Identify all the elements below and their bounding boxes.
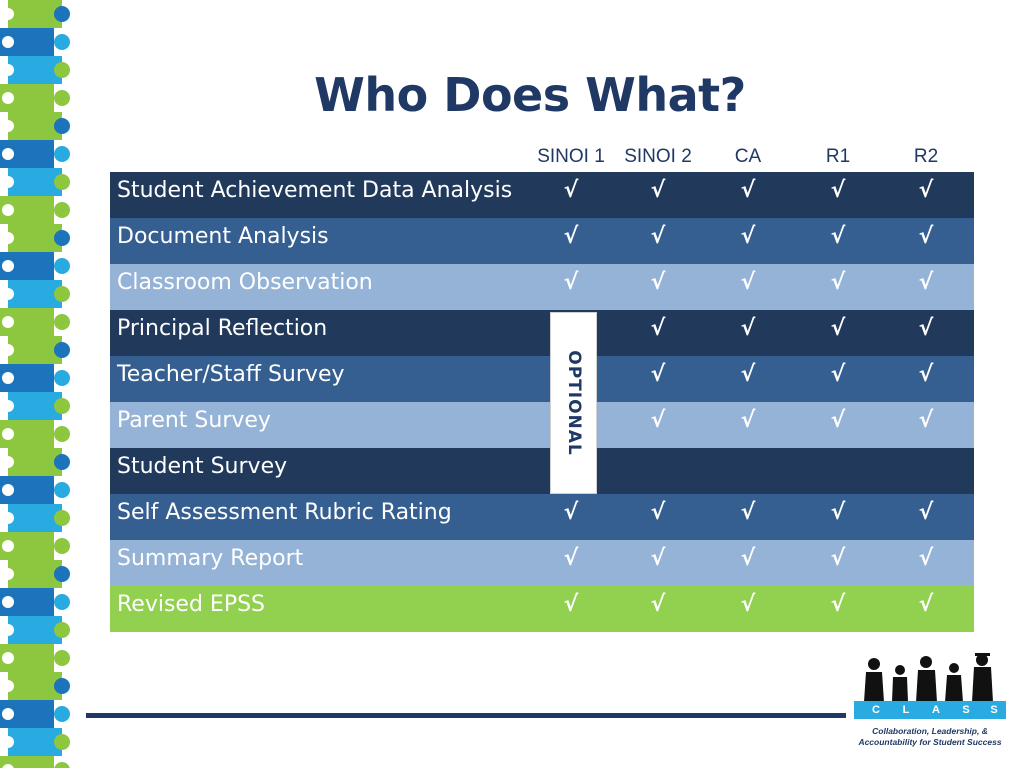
row-label: Revised EPSS [117,592,266,617]
row-label: Teacher/Staff Survey [117,362,345,387]
table-row [110,218,974,264]
check-mark: √ [740,546,756,571]
check-mark: √ [563,270,579,295]
check-mark: √ [563,500,579,525]
check-mark: √ [918,178,934,203]
logo-caption [850,726,1010,748]
logo-letter-l: L [902,704,910,716]
check-mark: √ [650,178,666,203]
logo-caption-line-2: Accountability for Student Success [858,737,1002,747]
check-mark: √ [830,270,846,295]
check-mark: √ [650,362,666,387]
table-row [110,264,974,310]
check-mark: √ [918,362,934,387]
row-label: Principal Reflection [117,316,328,341]
check-mark: √ [830,592,846,617]
column-header-r2: R2 [913,146,939,167]
check-mark: √ [830,178,846,203]
slide-title: Who Does What? [314,68,746,122]
check-mark: √ [918,316,934,341]
check-mark: √ [918,592,934,617]
optional-box [550,312,597,494]
row-label: Parent Survey [117,408,271,433]
puzzle-border-decoration [0,0,80,768]
table-row [110,540,974,586]
row-label: Summary Report [117,546,304,571]
check-mark: √ [740,224,756,249]
responsibility-table [110,172,974,632]
check-mark: √ [650,270,666,295]
check-mark: √ [740,316,756,341]
column-header-ca: CA [734,146,762,167]
column-header-r1: R1 [825,146,851,167]
optional-label: OPTIONAL [563,350,584,456]
row-label: Self Assessment Rubric Rating [117,500,452,525]
row-label: Document Analysis [117,224,329,249]
row-label: Student Survey [117,454,288,479]
check-mark: √ [650,592,666,617]
check-mark: √ [650,316,666,341]
column-header-sinoi-1: SINOI 1 [537,146,605,167]
check-mark: √ [563,224,579,249]
check-mark: √ [918,408,934,433]
check-mark: √ [830,224,846,249]
logo-letter-s1: S [962,704,970,716]
check-mark: √ [740,592,756,617]
check-mark: √ [918,546,934,571]
table-row [110,448,974,494]
check-mark: √ [830,408,846,433]
check-mark: √ [563,178,579,203]
check-mark: √ [650,500,666,525]
table-row [110,356,974,402]
check-mark: √ [830,362,846,387]
table-row [110,310,974,356]
logo-letter-c: C [872,704,880,716]
check-mark: √ [830,546,846,571]
check-mark: √ [830,500,846,525]
column-header-sinoi-2: SINOI 2 [624,146,692,167]
logo-caption-line-1: Collaboration, Leadership, & [872,726,988,736]
table-row [110,172,974,218]
table-row [110,402,974,448]
check-mark: √ [830,316,846,341]
logo-letter-a: A [932,704,940,716]
check-mark: √ [740,408,756,433]
logo-letter-s2: S [990,704,998,716]
check-mark: √ [563,546,579,571]
check-mark: √ [650,546,666,571]
check-mark: √ [740,500,756,525]
check-mark: √ [563,592,579,617]
check-mark: √ [740,362,756,387]
table-row [110,494,974,540]
table-row [110,586,974,632]
check-mark: √ [650,408,666,433]
row-label: Student Achievement Data Analysis [117,178,513,203]
class-logo [850,652,1010,756]
check-mark: √ [650,224,666,249]
check-mark: √ [918,270,934,295]
check-mark: √ [740,178,756,203]
check-mark: √ [740,270,756,295]
row-label: Classroom Observation [117,270,373,295]
column-headers [110,146,974,172]
bottom-divider [86,713,846,718]
check-mark: √ [918,500,934,525]
check-mark: √ [918,224,934,249]
